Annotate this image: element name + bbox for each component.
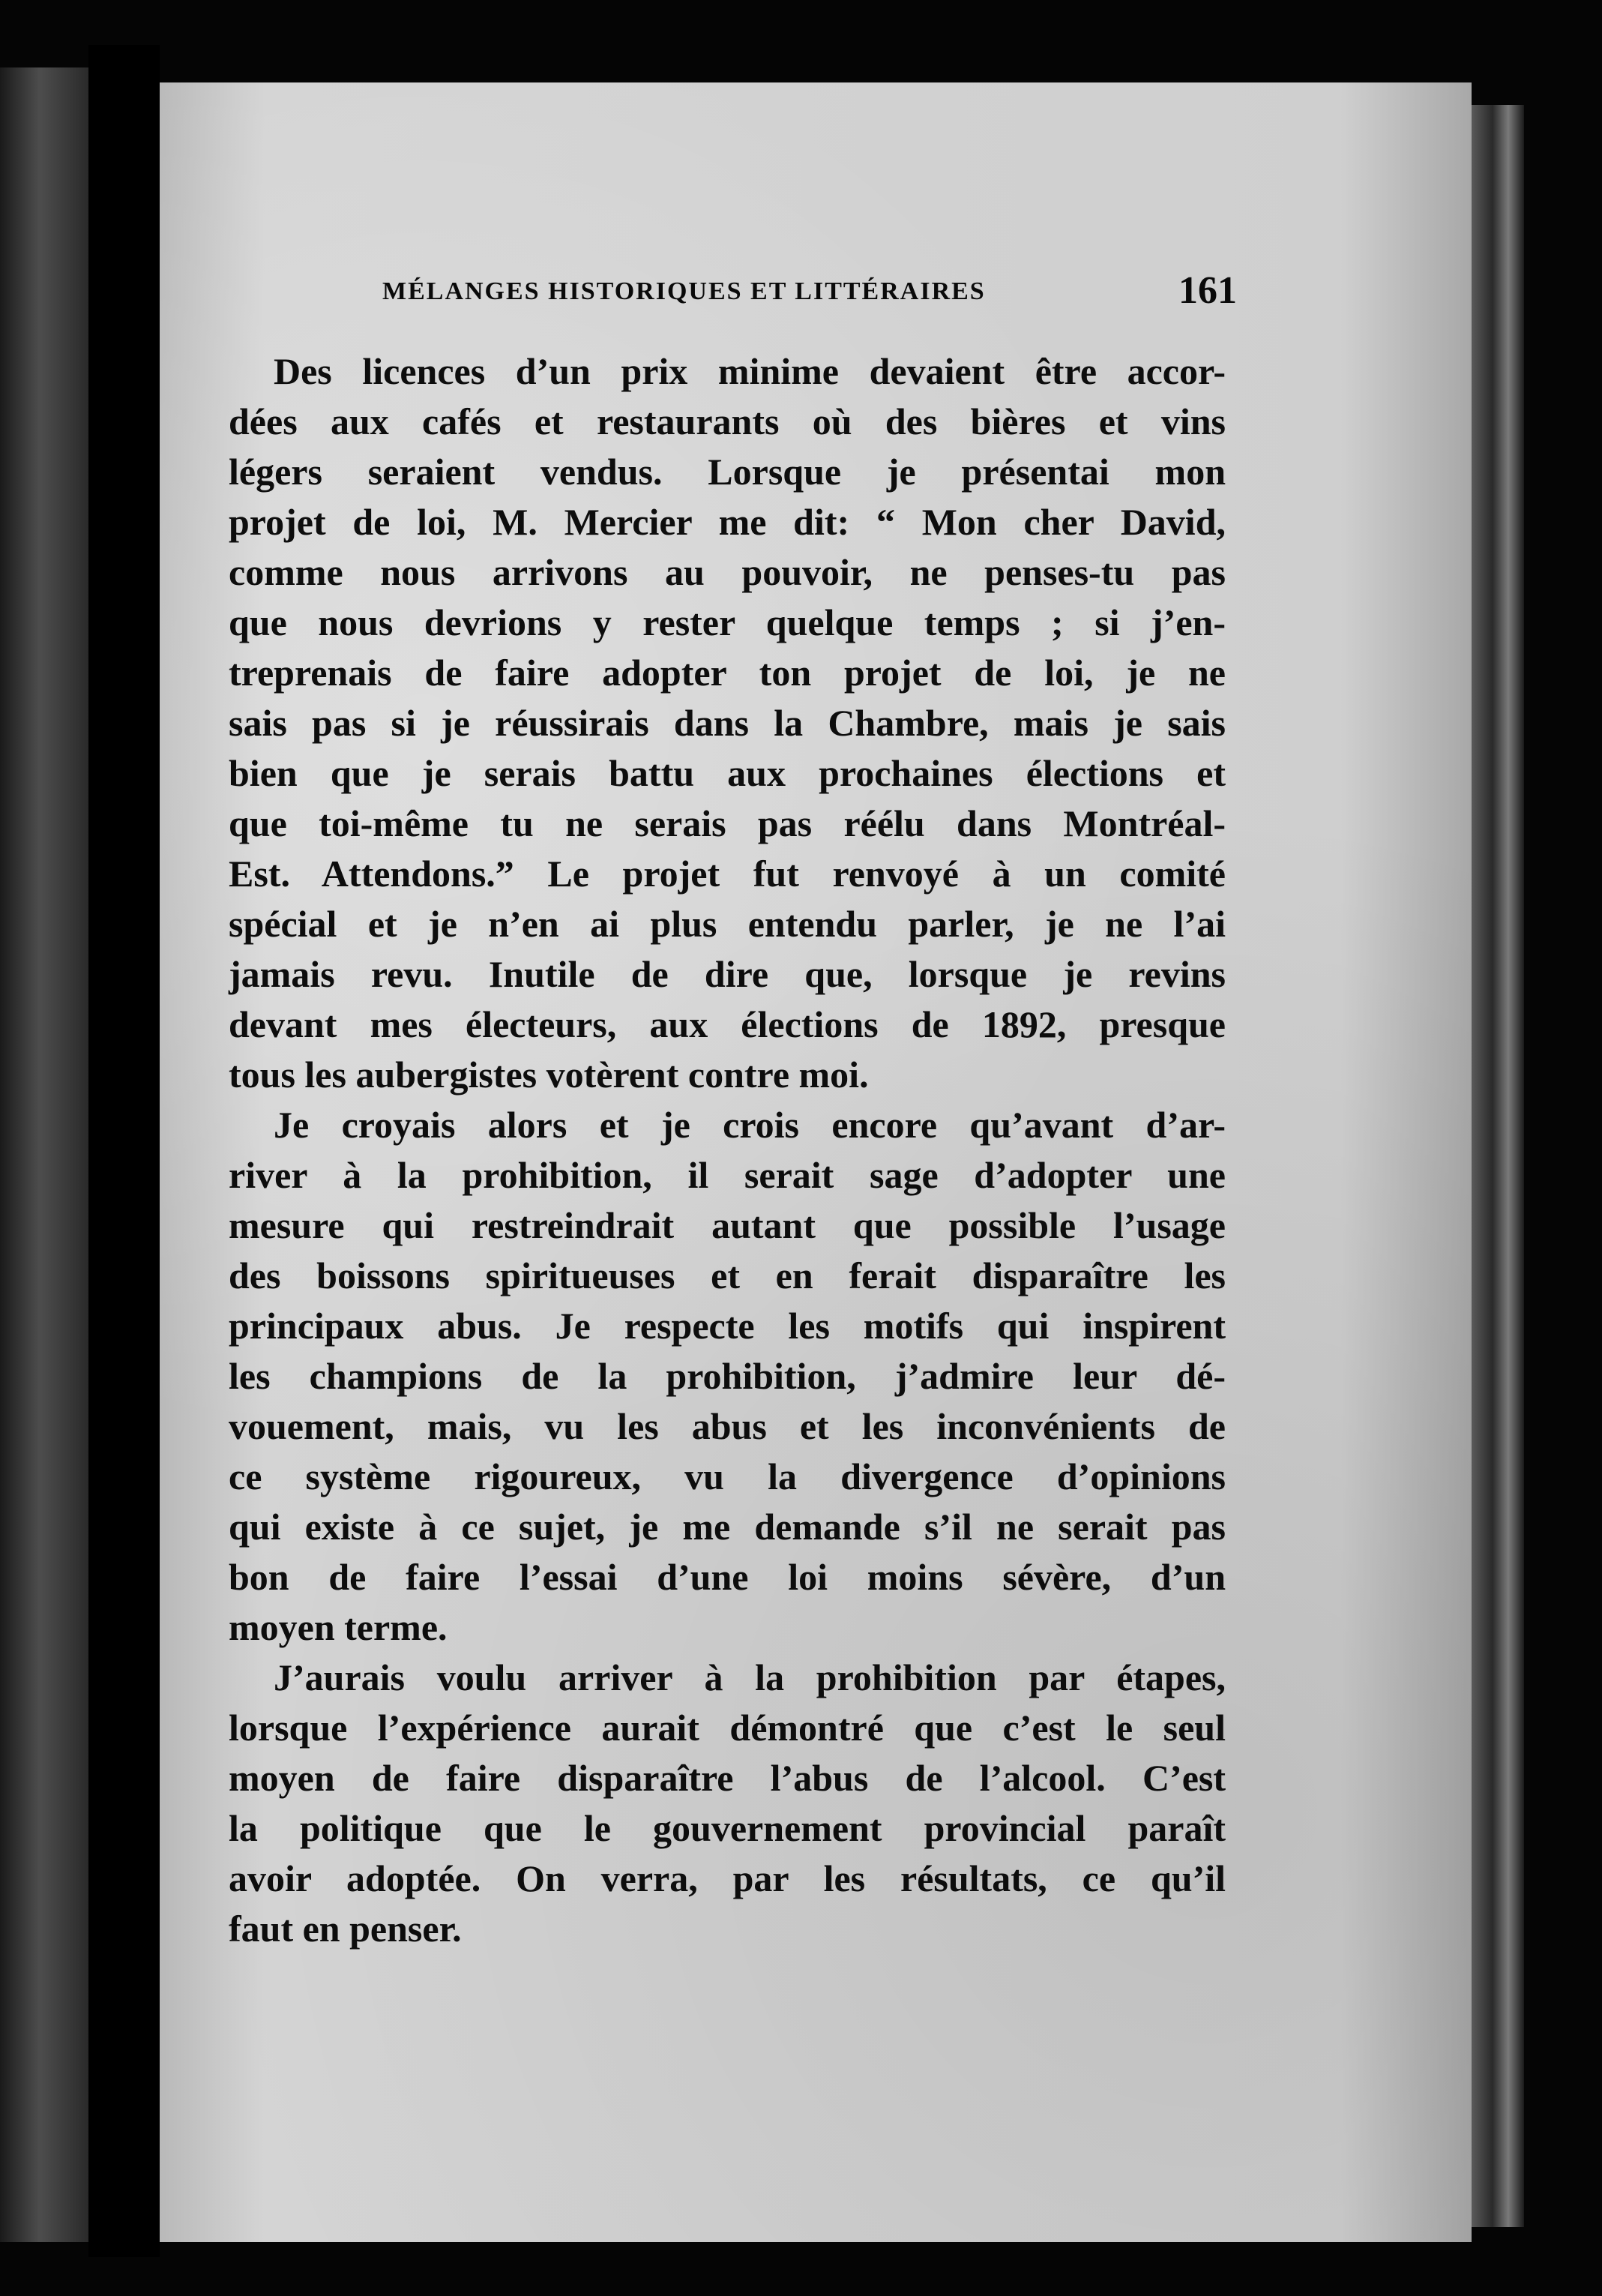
- text-line: treprenais de faire adopter ton projet de loi, je ne: [229, 652, 1226, 694]
- text-line: la politique que le gouvernement provincial paraît: [229, 1807, 1226, 1849]
- text-line: sais pas si je réussirais dans la Chambre, mais je sais: [229, 702, 1226, 744]
- text-line: ce système rigoureux, vu la divergence d’opinions: [229, 1455, 1226, 1497]
- text-line: bien que je serais battu aux prochaines élections et: [229, 752, 1226, 794]
- text-line: mesure qui restreindrait autant que possible l’usage: [229, 1204, 1226, 1246]
- paragraph-3: [229, 1653, 1226, 1954]
- text-line: que nous devrions y rester quelque temps ; si j’en-: [229, 601, 1226, 643]
- text-line: moyen de faire disparaître l’abus de l’alcool. C’est: [229, 1757, 1226, 1799]
- text-line: jamais revu. Inutile de dire que, lorsque je revins: [229, 953, 1226, 995]
- page-stack-edge: [1472, 105, 1524, 2227]
- text-line: J’aurais voulu arriver à la prohibition par étapes,: [274, 1656, 1226, 1698]
- page-header: [225, 255, 1274, 330]
- text-line: faut en penser.: [229, 1908, 462, 1950]
- text-line: qui existe à ce sujet, je me demande s’il ne serait pas: [229, 1506, 1226, 1548]
- text-line: spécial et je n’en ai plus entendu parler, je ne l’ai: [229, 903, 1226, 945]
- book-gutter: [88, 45, 160, 2257]
- text-line: tous les aubergistes votèrent contre moi.: [229, 1054, 869, 1096]
- text-line: des boissons spiritueuses et en ferait disparaître les: [229, 1254, 1226, 1296]
- previous-page-edge: [0, 67, 88, 2242]
- text-line: lorsque l’expérience aurait démontré que c’est le seul: [229, 1707, 1226, 1749]
- text-line: les champions de la prohibition, j’admire leur dé-: [229, 1355, 1226, 1397]
- text-line: devant mes électeurs, aux élections de 1892, presque: [229, 1003, 1226, 1045]
- text-line: comme nous arrivons au pouvoir, ne penses-tu pas: [229, 551, 1226, 593]
- body-text: [229, 346, 1226, 1954]
- text-line: légers seraient vendus. Lorsque je présentai mon: [229, 451, 1226, 493]
- text-line: principaux abus. Je respecte les motifs qui inspirent: [229, 1305, 1226, 1347]
- text-line: moyen terme.: [229, 1606, 448, 1648]
- text-line: Des licences d’un prix minime devaient être accor-: [274, 350, 1226, 392]
- text-line: vouement, mais, vu les abus et les inconvénients de: [229, 1405, 1226, 1447]
- text-line: avoir adoptée. On verra, par les résultats, ce qu’il: [229, 1857, 1226, 1899]
- text-line: projet de loi, M. Mercier me dit: “ Mon cher David,: [229, 501, 1226, 543]
- running-head: MÉLANGES HISTORIQUES ET LITTÉRAIRES: [382, 277, 986, 305]
- text-line: Je croyais alors et je crois encore qu’avant d’ar-: [274, 1104, 1226, 1146]
- text-line: bon de faire l’essai d’une loi moins sévère, d’un: [229, 1556, 1226, 1598]
- paragraph-2: [229, 1100, 1226, 1653]
- paragraph-1: [229, 346, 1226, 1100]
- text-line: Est. Attendons.” Le projet fut renvoyé à un comité: [229, 853, 1226, 895]
- page-number: 161: [1178, 269, 1237, 312]
- text-line: que toi-même tu ne serais pas réélu dans Montréal-: [229, 802, 1226, 844]
- text-line: river à la prohibition, il serait sage d’adopter une: [229, 1154, 1226, 1196]
- text-line: dées aux cafés et restaurants où des bières et vins: [229, 400, 1226, 442]
